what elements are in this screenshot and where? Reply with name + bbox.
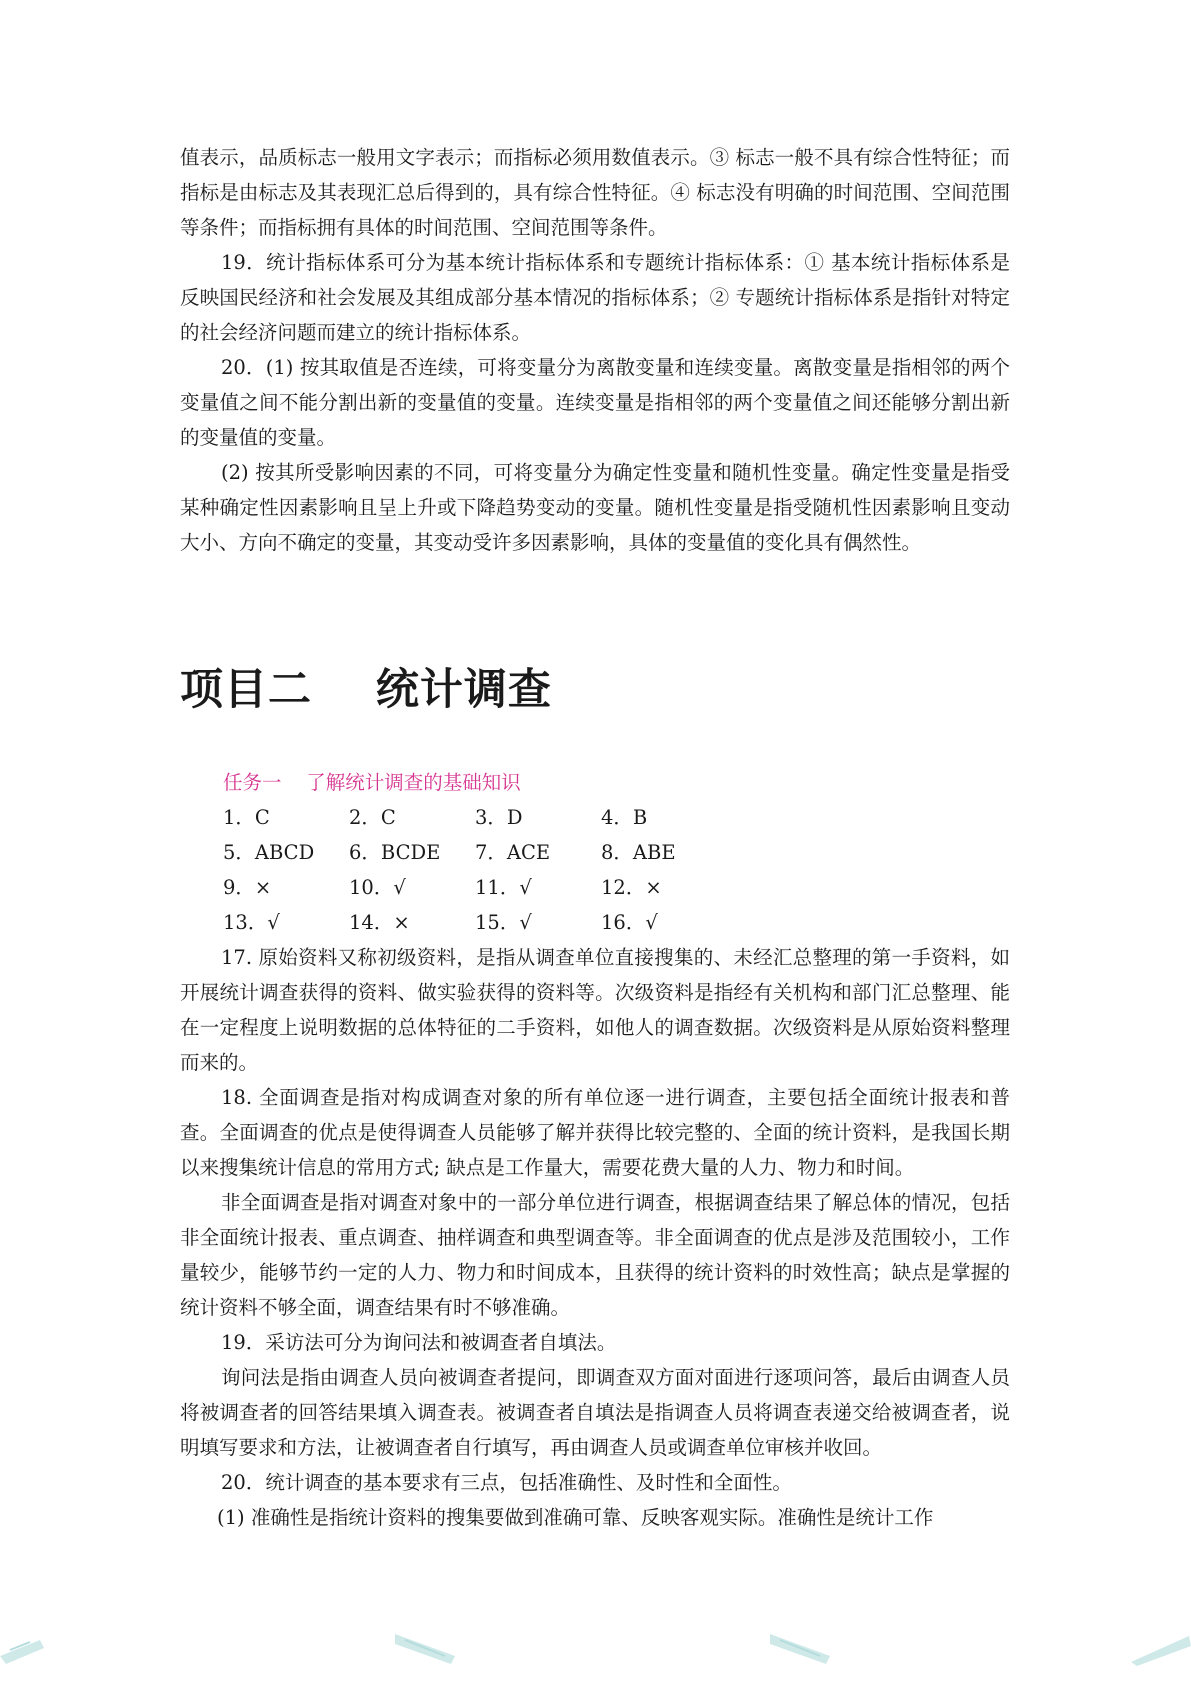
answer-cell: 15．√ xyxy=(475,911,532,934)
answer-cell: 9．× xyxy=(223,876,272,899)
answer-cell: 6．BCDE xyxy=(349,841,441,864)
answer-cell: 2．C xyxy=(349,806,396,829)
answer-row xyxy=(223,800,1010,835)
paragraph-item-19: 19．统计指标体系可分为基本统计指标体系和专题统计指标体系：① 基本统计指标体系是反映国民经济和社会发展及其组成部分基本情况的指标体系；② 专题统计指标体系是指针对特定的社会经济问题而建立的统计指标体系。 xyxy=(180,251,1010,344)
answer-cell: 4．B xyxy=(601,806,648,829)
watermark-icon xyxy=(395,1626,485,1666)
paragraph-item-19b: 19．采访法可分为询问法和被调查者自填法。 xyxy=(221,1331,617,1354)
answer-cell: 13．√ xyxy=(223,911,280,934)
watermark-icon xyxy=(770,1626,860,1666)
answer-grid xyxy=(180,800,1010,940)
answer-cell: 3．D xyxy=(475,806,523,829)
watermark-icon xyxy=(1101,1626,1191,1666)
watermark-icon xyxy=(0,1626,90,1666)
answer-cell: 14．× xyxy=(349,911,410,934)
paragraph-item-18: 18. 全面调查是指对构成调查对象的所有单位逐一进行调查，主要包括全面统计报表和普查。全面调查的优点是使得调查人员能够了解并获得比较完整的、全面的统计资料，是我国长期以来搜集统计信息的常用方式; 缺点是工作量大，需要花费大量的人力、物力和时间。 xyxy=(180,1086,1010,1179)
paragraph-item-20-2: (2) 按其所受影响因素的不同，可将变量分为确定性变量和随机性变量。确定性变量是指受某种确定性因素影响且呈上升或下降趋势变动的变量。随机性变量是指受随机性因素影响且变动大小、方向不确定的变量，其变动受许多因素影响，具体的变量值的变化具有偶然性。 xyxy=(180,461,1010,554)
paragraph-interview: 询问法是指由调查人员向被调查者提问，即调查双方面对面进行逐项问答，最后由调查人员将被调查者的回答结果填入调查表。被调查者自填法是指调查人员将调查表递交给被调查者，说明填写要求和方法，让被调查者自行填写，再由调查人员或调查单位审核并收回。 xyxy=(180,1366,1010,1459)
paragraph-continuation: 值表示，品质标志一般用文字表示；而指标必须用数值表示。③ 标志一般不具有综合性特征；而指标是由标志及其表现汇总后得到的，具有综合性特征。④ 标志没有明确的时间范围、空间范围等条件；而指标拥有具体的时间范围、空间范围等条件。 xyxy=(180,146,1010,239)
page-content xyxy=(180,140,1010,1535)
answer-cell: 7．ACE xyxy=(475,841,551,864)
section-spacer xyxy=(180,560,1010,616)
answer-cell: 1．C xyxy=(223,806,270,829)
answer-cell: 11．√ xyxy=(475,876,532,899)
answer-row xyxy=(223,870,1010,905)
answer-row xyxy=(223,905,1010,940)
paragraph-non-census: 非全面调查是指对调查对象中的一部分单位进行调查，根据调查结果了解总体的情况，包括非全面统计报表、重点调查、抽样调查和典型调查等。非全面调查的优点是涉及范围较小，工作量较少，能够节约一定的人力、物力和时间成本，且获得的统计资料的时效性高；缺点是掌握的统计资料不够全面，调查结果有时不够准确。 xyxy=(180,1191,1010,1319)
answer-cell: 8．ABE xyxy=(601,841,676,864)
paragraph-item-20b: 20．统计调查的基本要求有三点，包括准确性、及时性和全面性。 xyxy=(221,1471,792,1494)
chapter-title: 项目二 统计调查 xyxy=(180,665,552,715)
task-heading: 任务一 了解统计调查的基础知识 xyxy=(223,771,521,794)
answer-cell: 10．√ xyxy=(349,876,406,899)
answer-row xyxy=(223,835,1010,870)
answer-cell: 5．ABCD xyxy=(223,841,315,864)
paragraph-item-17: 17. 原始资料又称初级资料，是指从调查单位直接搜集的、未经汇总整理的第一手资料，如开展统计调查获得的资料、做实验获得的资料等。次级资料是指经有关机构和部门汇总整理、能在一定程度上说明数据的总体特征的二手资料，如他人的调查数据。次级资料是从原始资料整理而来的。 xyxy=(180,946,1010,1074)
answer-cell: 12．× xyxy=(601,876,662,899)
paragraph-item-20-1: 20．(1) 按其取值是否连续，可将变量分为离散变量和连续变量。离散变量是指相邻的两个变量值之间不能分割出新的变量值的变量。连续变量是指相邻的两个变量值之间还能够分割出新的变量值的变量。 xyxy=(180,356,1010,449)
answer-cell: 16．√ xyxy=(601,911,658,934)
paragraph-accuracy: (1) 准确性是指统计资料的搜集要做到准确可靠、反映客观实际。准确性是统计工作 xyxy=(217,1506,934,1529)
